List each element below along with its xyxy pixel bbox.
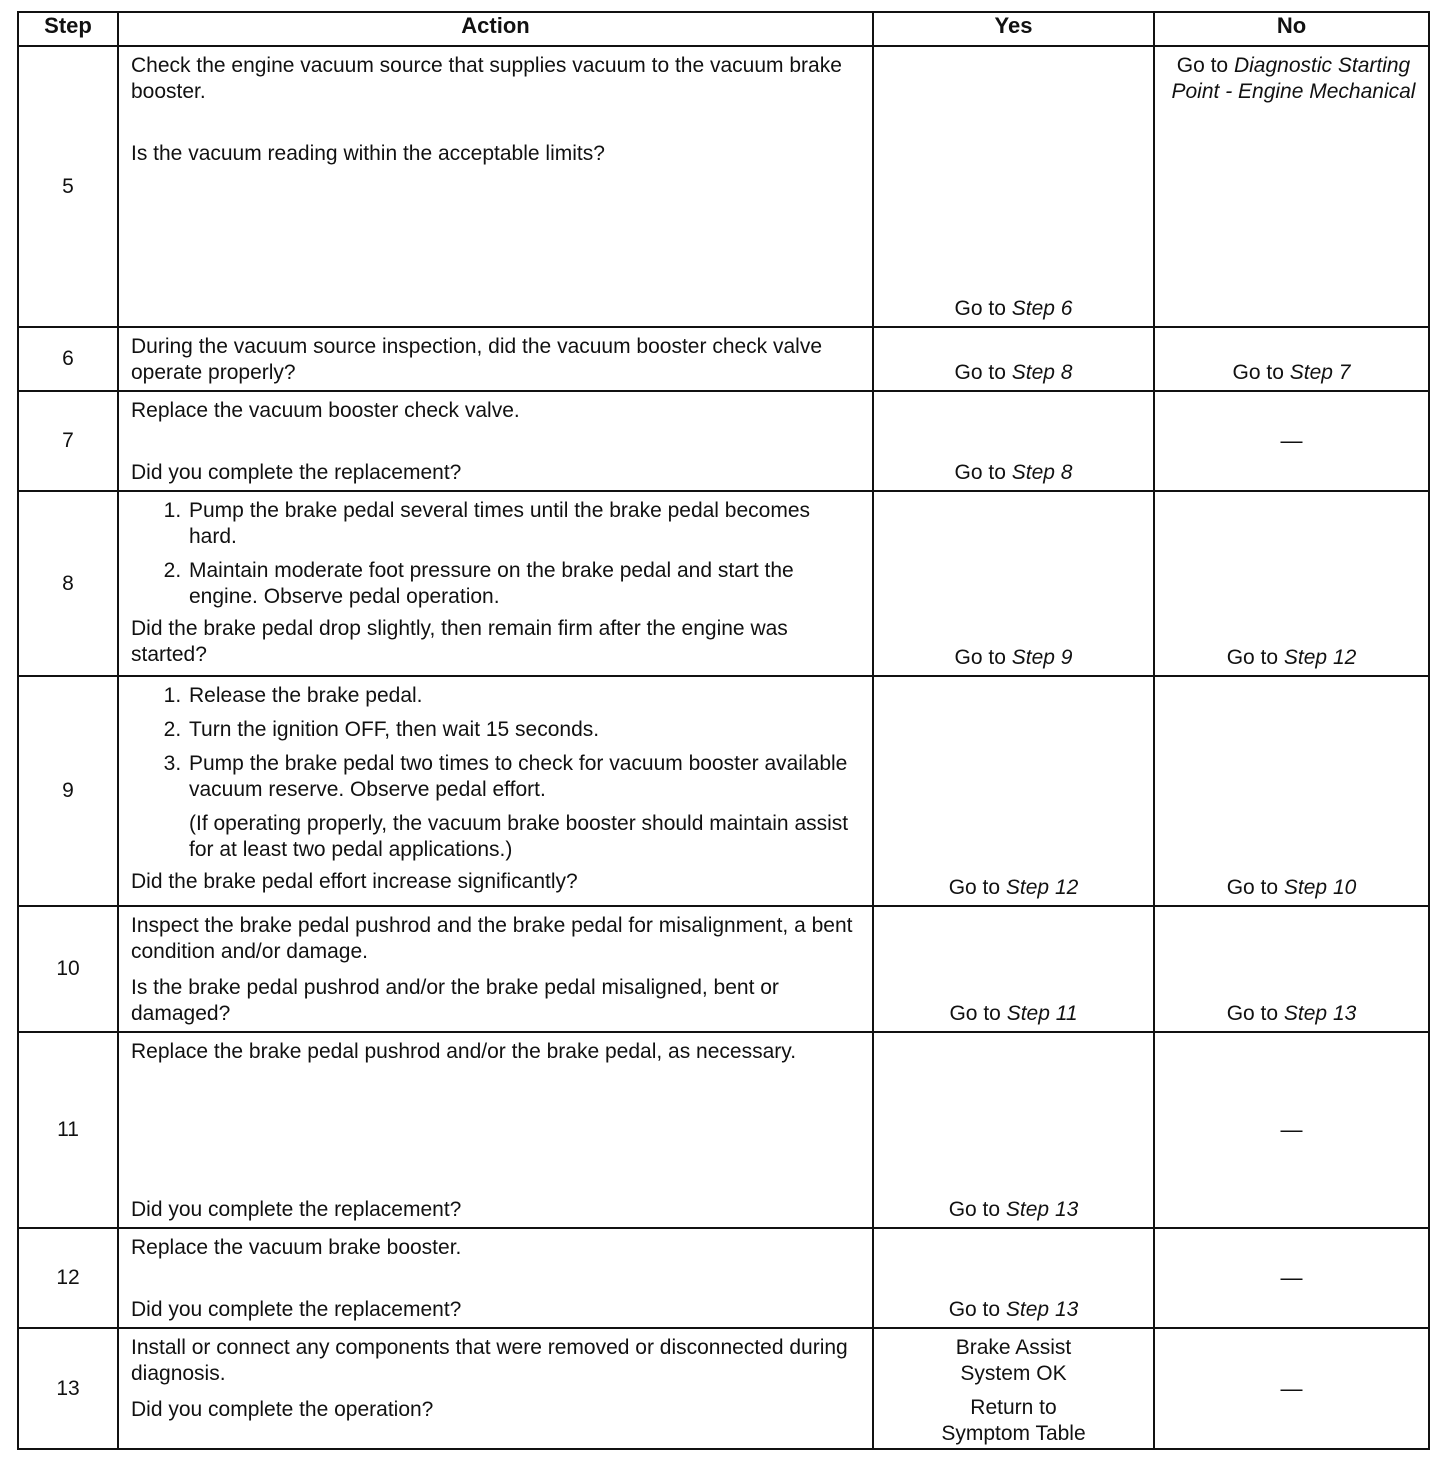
go-to-text: Go to (1176, 54, 1229, 77)
no-link[interactable]: Diagnostic Starting Point - Engine Mechanical (1171, 54, 1416, 103)
no-link[interactable]: Step 13 (1283, 1002, 1357, 1025)
no-link[interactable]: Step 12 (1283, 646, 1357, 669)
go-to-text: Go to (954, 461, 1006, 484)
action-question: Did you complete the operation? (131, 1398, 434, 1421)
step-number: 6 (18, 327, 118, 391)
step-number: 9 (18, 676, 118, 906)
yes-cell (873, 46, 1154, 327)
action-cell (118, 906, 873, 1032)
no-dash: — (1280, 1265, 1303, 1290)
yes-cell (873, 906, 1154, 1032)
go-to-text: Go to (954, 646, 1006, 669)
diagnostic-table (17, 11, 1430, 1450)
action-question: During the vacuum source inspection, did the vacuum booster check valve operate properly? (131, 335, 823, 384)
step-number: 7 (18, 391, 118, 491)
no-cell (1154, 391, 1429, 491)
no-cell (1154, 46, 1429, 327)
go-to-text: Go to (1232, 361, 1284, 384)
yes-cell (873, 391, 1154, 491)
go-to-text: Go to (1226, 1002, 1279, 1025)
yes-result-text: Brake Assist System OK (955, 1336, 1072, 1385)
action-text: Replace the brake pedal pushrod and/or the brake pedal, as necessary. (131, 1040, 797, 1063)
step-number: 10 (18, 906, 118, 1032)
yes-cell (873, 1328, 1154, 1449)
list-item: 2. Maintain moderate foot pressure on the brake pedal and start the engine. Observe pedal operation. (187, 558, 862, 610)
go-to-text: Go to (954, 361, 1006, 384)
yes-link[interactable]: Step 8 (1011, 361, 1073, 384)
procedure-list (131, 498, 862, 610)
table-row (18, 391, 1429, 491)
procedure-note: (If operating properly, the vacuum brake booster should maintain assist for at least two pedal applications.) (189, 812, 849, 861)
table-row (18, 491, 1429, 676)
table-row (18, 46, 1429, 327)
yes-link[interactable]: Step 8 (1011, 461, 1073, 484)
list-item: 1. Pump the brake pedal several times until the brake pedal becomes hard. (187, 498, 862, 550)
action-cell (118, 391, 873, 491)
yes-result-link[interactable]: Return to Symptom Table (941, 1396, 1086, 1445)
no-cell (1154, 491, 1429, 676)
no-cell (1154, 1032, 1429, 1228)
action-cell (118, 676, 873, 906)
action-question: Did you complete the replacement? (131, 1298, 462, 1321)
step-number: 5 (18, 46, 118, 327)
no-cell (1154, 906, 1429, 1032)
yes-link[interactable]: Step 9 (1011, 646, 1073, 669)
no-cell (1154, 327, 1429, 391)
step-number: 11 (18, 1032, 118, 1228)
action-question: Did the brake pedal drop slightly, then remain firm after the engine was started? (131, 617, 788, 666)
no-dash: — (1280, 1375, 1303, 1401)
no-dash: — (1280, 428, 1303, 453)
action-question: Is the brake pedal pushrod and/or the brake pedal misaligned, bent or damaged? (131, 976, 779, 1025)
go-to-text: Go to (954, 297, 1006, 320)
action-question: Did you complete the replacement? (131, 1198, 462, 1221)
step-number: 13 (18, 1328, 118, 1449)
procedure-list (131, 683, 862, 863)
header-action: Action (118, 12, 873, 46)
yes-cell (873, 491, 1154, 676)
go-to-text: Go to (949, 1002, 1001, 1025)
no-link[interactable]: Step 7 (1289, 361, 1351, 384)
go-to-text: Go to (948, 1298, 1001, 1321)
yes-link[interactable]: Step 11 (1006, 1002, 1078, 1025)
action-text: Check the engine vacuum source that supplies vacuum to the vacuum brake booster. (131, 54, 842, 103)
step-number: 8 (18, 491, 118, 676)
no-dash: — (1280, 1117, 1303, 1142)
go-to-text: Go to (948, 876, 1001, 899)
yes-cell (873, 1228, 1154, 1328)
action-text: Inspect the brake pedal pushrod and the brake pedal for misalignment, a bent condition and/or damage. (131, 914, 853, 963)
table-row (18, 1228, 1429, 1328)
list-item-text: Pump the brake pedal two times to check for vacuum booster available vacuum reserve. Observe pedal effort. (189, 752, 848, 801)
table-row (18, 1328, 1429, 1449)
yes-cell (873, 1032, 1154, 1228)
header-no: No (1154, 12, 1429, 46)
action-cell (118, 491, 873, 676)
action-cell (118, 1228, 873, 1328)
action-cell (118, 327, 873, 391)
action-question: Did the brake pedal effort increase significantly? (131, 870, 578, 893)
action-text: Replace the vacuum brake booster. (131, 1236, 462, 1259)
action-cell (118, 46, 873, 327)
table-row (18, 676, 1429, 906)
no-cell (1154, 676, 1429, 906)
yes-link[interactable]: Step 13 (1005, 1198, 1079, 1221)
action-question: Did you complete the replacement? (131, 461, 462, 484)
action-text: Replace the vacuum booster check valve. (131, 399, 520, 422)
action-cell (118, 1328, 873, 1449)
header-step: Step (18, 12, 118, 46)
list-item: 2. Turn the ignition OFF, then wait 15 seconds. (187, 717, 862, 743)
list-item (187, 751, 862, 863)
step-number: 12 (18, 1228, 118, 1328)
header-row (18, 12, 1429, 46)
table-row (18, 327, 1429, 391)
no-link[interactable]: Step 10 (1283, 876, 1357, 899)
yes-cell (873, 676, 1154, 906)
no-cell (1154, 1328, 1429, 1449)
table-row (18, 1032, 1429, 1228)
table-row (18, 906, 1429, 1032)
go-to-text: Go to (948, 1198, 1001, 1221)
yes-link[interactable]: Step 12 (1005, 876, 1079, 899)
action-question: Is the vacuum reading within the acceptable limits? (131, 142, 605, 165)
go-to-text: Go to (1226, 646, 1279, 669)
yes-cell (873, 327, 1154, 391)
yes-link[interactable]: Step 13 (1005, 1298, 1079, 1321)
go-to-text: Go to (1226, 876, 1279, 899)
list-item: 1. Release the brake pedal. (187, 683, 862, 709)
no-cell (1154, 1228, 1429, 1328)
action-text: Install or connect any components that were removed or disconnected during diagnosis. (131, 1336, 848, 1385)
yes-link[interactable]: Step 6 (1011, 297, 1073, 320)
header-yes: Yes (873, 12, 1154, 46)
action-cell (118, 1032, 873, 1228)
